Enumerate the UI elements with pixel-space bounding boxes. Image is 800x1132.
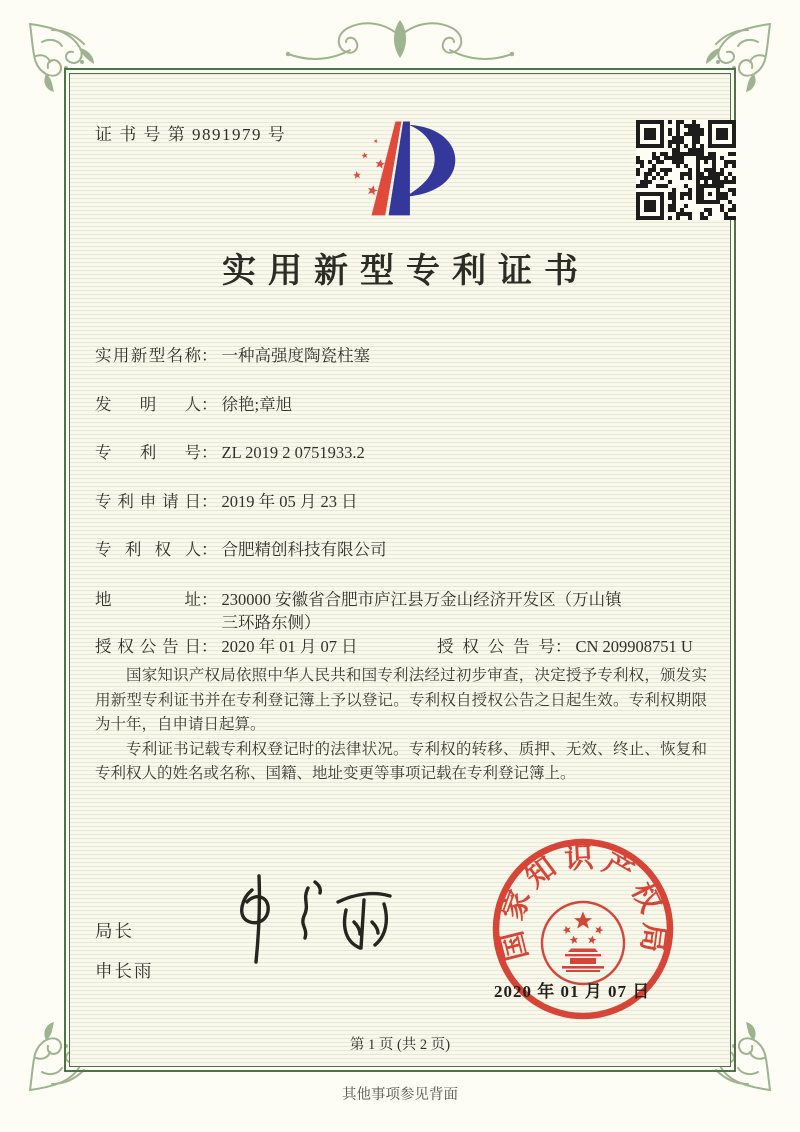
field-label: 授权公告号 — [437, 637, 555, 656]
field-label: 专利权人 — [95, 540, 201, 559]
field-label: 实用新型名称 — [95, 346, 201, 365]
field-colon: ： — [201, 394, 218, 414]
field-label: 发明人 — [95, 394, 201, 414]
field-row-name — [95, 345, 709, 367]
field-colon: ： — [201, 637, 218, 656]
certificate-title: 实用新型专利证书 — [222, 253, 590, 290]
cnipa-logo-icon — [334, 104, 462, 231]
page-number: 第 1 页 (共 2 页) — [349, 1037, 451, 1053]
field-colon: ： — [201, 443, 218, 462]
field-row-patentee — [95, 539, 709, 561]
legal-paragraph-2: 专利证书记载专利权登记时的法律状况。专利权的转移、质押、无效、终止、恢复和专利权人的姓名或名称、国籍、地址变更等事项记载在专利登记簿上。 — [95, 740, 707, 783]
director-name: 申长雨 — [95, 961, 154, 981]
seal-date: 2020 年 01 月 07 日 — [494, 982, 651, 1001]
field-colon: ： — [201, 589, 218, 609]
grant-date-pair — [95, 637, 358, 656]
qr-code — [636, 120, 736, 220]
field-colon: ： — [201, 491, 218, 511]
field-label: 专利申请日 — [95, 491, 201, 511]
field-label: 地址 — [95, 589, 201, 609]
field-colon: ： — [555, 637, 572, 656]
field-row-filing-date — [95, 491, 709, 513]
field-value: 一种高强度陶瓷柱塞 — [221, 346, 370, 365]
field-row-address — [95, 588, 709, 634]
grant-number-pair — [437, 636, 693, 658]
field-value: 合肥精创科技有限公司 — [221, 540, 387, 559]
field-label: 专利号 — [95, 443, 201, 462]
field-colon: ： — [201, 540, 218, 559]
field-list — [95, 345, 709, 685]
field-colon: ： — [201, 346, 218, 365]
field-value: CN 209908751 U — [575, 637, 693, 656]
field-row-patent-number — [95, 442, 709, 464]
legal-paragraph-1: 国家知识产权局依照中华人民共和国专利法经过初步审查，决定授予专利权，颁发实用新型专利证书并在专利登记簿上予以登记。专利权自授权公告之日起生效。专利权期限为十年，自申请日起算。 — [95, 667, 707, 734]
field-value: 徐艳;章旭 — [221, 394, 293, 414]
field-value: 2020 年 01 月 07 日 — [221, 637, 358, 656]
field-row-inventor — [95, 394, 709, 416]
top-border-ornament — [280, 6, 520, 68]
legal-text — [95, 664, 707, 787]
seal-emblem — [542, 902, 624, 984]
seal-ring-text: 国家知识产权局 — [496, 841, 671, 964]
field-value: 230000 安徽省合肥市庐江县万金山经济开发区（万山镇三环路东侧） — [221, 589, 622, 632]
director-block — [95, 918, 154, 983]
director-title: 局长 — [95, 921, 134, 941]
field-label: 授权公告日 — [95, 637, 201, 656]
field-row-grant — [95, 636, 709, 658]
field-value: ZL 2019 2 0751933.2 — [221, 443, 365, 462]
field-value: 2019 年 05 月 23 日 — [221, 491, 358, 511]
director-signature — [212, 870, 417, 975]
back-side-note: 其他事项参见背面 — [342, 1087, 458, 1103]
certificate-number: 证 书 号 第 9891979 号 — [95, 125, 287, 144]
